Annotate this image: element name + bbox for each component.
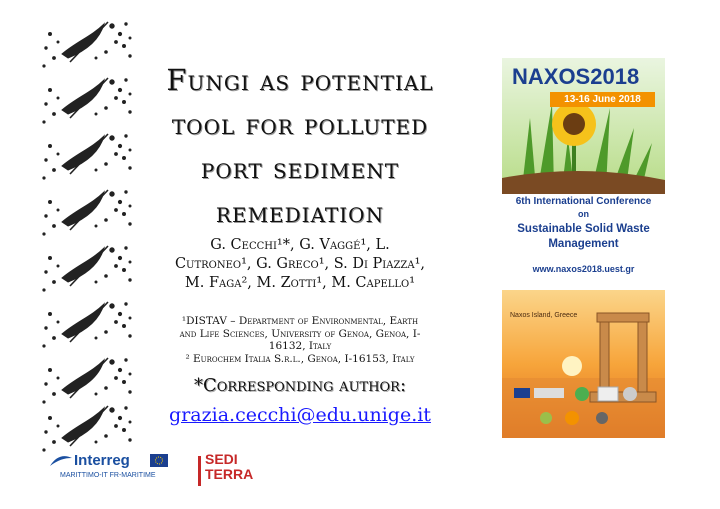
author-line-1: G. Cecchi¹*, G. Vaggé¹, L. bbox=[210, 237, 390, 253]
partner-logo-icon bbox=[575, 387, 589, 401]
affiliation-line-4: ² Eurochem Italia S.r.l., Genoa, I-16153, Italy bbox=[185, 352, 415, 365]
university-seal-icon bbox=[623, 387, 637, 401]
eu-flag-icon bbox=[514, 388, 530, 398]
partner-logos bbox=[510, 384, 660, 430]
partner-logo-icon bbox=[540, 412, 552, 424]
eu-flag-icon bbox=[150, 454, 168, 467]
sedi-terra-line-1: SEDI bbox=[205, 451, 238, 467]
conference-banner bbox=[502, 58, 665, 438]
partner-logo-icon bbox=[598, 387, 618, 401]
affiliation-line-2: and Life Sciences, University of Genoa, Genoa, I- bbox=[179, 327, 421, 340]
email-link[interactable]: grazia.cecchi@edu.unige.it bbox=[169, 404, 431, 426]
title-line-4: remediation bbox=[215, 195, 385, 229]
partner-logo-icon bbox=[534, 388, 564, 398]
conference-edition-line-2: on bbox=[578, 209, 589, 219]
sedi-terra-line-2: TERRA bbox=[205, 466, 254, 482]
interreg-swoosh-icon bbox=[50, 454, 72, 468]
author-list bbox=[135, 236, 465, 293]
conference-name: NAXOS2018 bbox=[512, 64, 640, 89]
conference-dates: 13-16 June 2018 bbox=[550, 92, 655, 107]
interreg-subtitle: MARITTIMO-IT FR-MARITIME bbox=[60, 472, 156, 479]
affiliations bbox=[135, 315, 465, 365]
author-line-2: Cutroneo¹, G. Greco¹, S. Di Piazza¹, bbox=[174, 256, 426, 272]
title-line-1: Fungi as potential bbox=[166, 63, 434, 97]
footer-logos bbox=[50, 452, 260, 492]
conference-topic-line-1: Sustainable Solid Waste bbox=[517, 223, 650, 235]
conference-edition-line-1: 6th International Conference bbox=[515, 196, 652, 207]
sunflower-icon bbox=[552, 102, 596, 146]
decorative-border-illustration bbox=[40, 12, 140, 452]
title-line-3: port sediment bbox=[200, 151, 400, 185]
partner-logo-icon bbox=[596, 412, 608, 424]
affiliation-line-1: ¹DISTAV – Department of Environmental, Earth bbox=[181, 315, 419, 327]
conference-topic-line-2: Management bbox=[548, 238, 619, 250]
page-title bbox=[130, 58, 470, 234]
conference-location: Naxos Island, Greece bbox=[510, 312, 578, 319]
affiliation-line-3: 16132, Italy bbox=[268, 340, 332, 352]
title-line-2: tool for polluted bbox=[171, 107, 429, 141]
sedi-terra-bar bbox=[198, 456, 201, 486]
interreg-logo: Interreg bbox=[74, 452, 130, 469]
partner-logo-icon bbox=[565, 411, 579, 425]
corresponding-author-label: *Corresponding author: bbox=[193, 375, 407, 396]
conference-website[interactable]: www.naxos2018.uest.gr bbox=[532, 264, 635, 274]
author-line-3: M. Faga², M. Zotti¹, M. Capello¹ bbox=[184, 275, 416, 291]
